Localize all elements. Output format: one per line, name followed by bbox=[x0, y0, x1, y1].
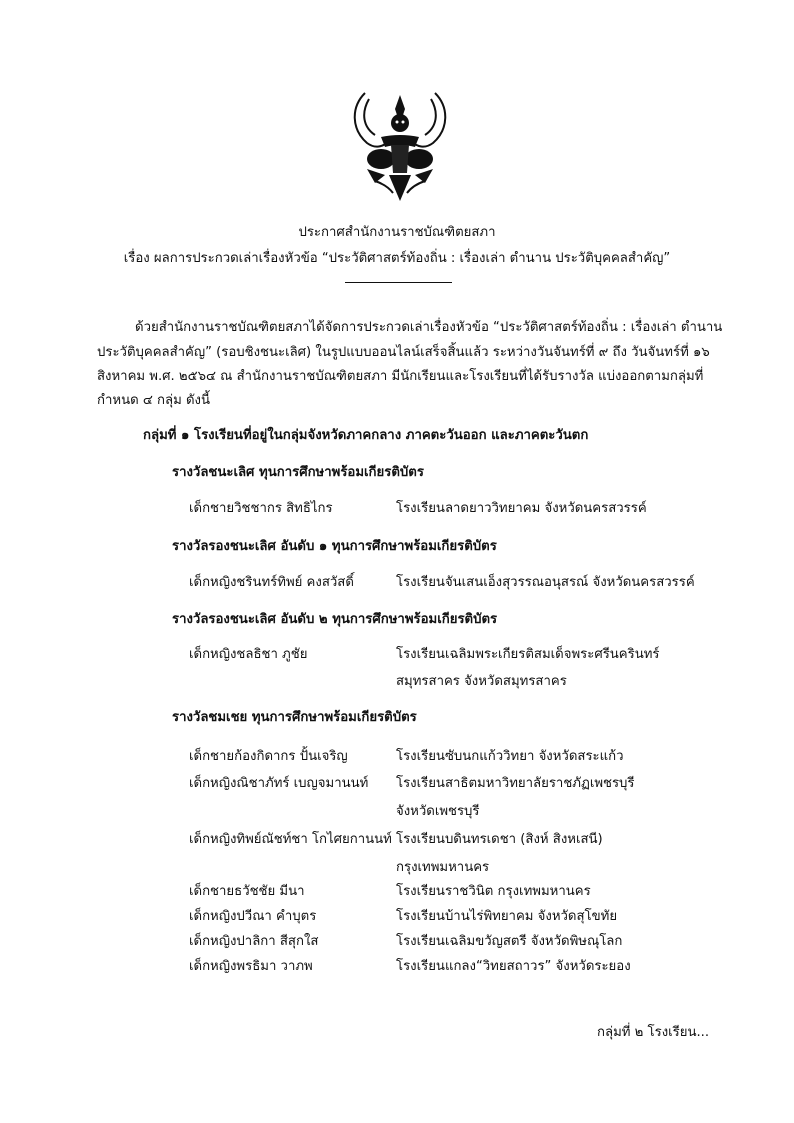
winner-school: โรงเรียนแกลง“วิทยสถาวร” จังหวัดระยอง bbox=[396, 959, 631, 974]
winner-school: โรงเรียนซับนกแก้ววิทยา จังหวัดสระแก้ว bbox=[396, 749, 624, 764]
winner-school-cont: สมุทรสาคร จังหวัดสมุทรสาคร bbox=[396, 674, 567, 689]
winner-name: เด็กชายธวัชชัย มีนา bbox=[189, 884, 305, 899]
announcement-title: ประกาศสำนักงานราชบัณฑิตยสภา bbox=[298, 225, 496, 240]
intro-line-1: ด้วยสำนักงานราชบัณฑิตยสภาได้จัดการประกวดเล่าเรื่องหัวข้อ “ประวัติศาสตร์ท้องถิ่น : เรื่องเล่า ตำนาน bbox=[135, 320, 723, 335]
winner-school: โรงเรียนเฉลิมพระเกียรติสมเด็จพระศรีนครินทร์ bbox=[396, 647, 660, 662]
award-honorable-mention-heading: รางวัลชมเชย ทุนการศึกษาพร้อมเกียรติบัตร bbox=[172, 710, 417, 725]
continuation-note: กลุ่มที่ ๒ โรงเรียน... bbox=[597, 1025, 710, 1040]
winner-name: เด็กหญิงชรินทร์ทิพย์ คงสวัสดิ์ bbox=[189, 575, 354, 590]
winner-school-cont: กรุงเทพมหานคร bbox=[396, 860, 490, 875]
winner-school: โรงเรียนจันเสนเอ็งสุวรรณอนุสรณ์ จังหวัดนครสวรรค์ bbox=[396, 575, 695, 590]
winner-school-cont: จังหวัดเพชรบุรี bbox=[396, 804, 480, 819]
winner-name: เด็กหญิงชลธิชา ภูชัย bbox=[189, 647, 308, 662]
winner-school: โรงเรียนราชวินิต กรุงเทพมหานคร bbox=[396, 884, 591, 899]
intro-line-4: กำหนด ๔ กลุ่ม ดังนี้ bbox=[97, 393, 210, 408]
winner-school: โรงเรียนบดินทรเดชา (สิงห์ สิงหเสนี) bbox=[396, 832, 603, 847]
winner-school: โรงเรียนบ้านไร่พิทยาคม จังหวัดสุโขทัย bbox=[396, 909, 618, 924]
title-divider bbox=[345, 282, 452, 283]
winner-school: โรงเรียนเฉลิมขวัญสตรี จังหวัดพิษณุโลก bbox=[396, 934, 623, 949]
garuda-emblem-icon bbox=[345, 85, 455, 203]
winner-school: โรงเรียนสาธิตมหาวิทยาลัยราชภัฏเพชรบุรี bbox=[396, 776, 635, 791]
winner-name: เด็กหญิงปาลิกา สีสุกใส bbox=[189, 934, 319, 949]
winner-name: เด็กชายก้องกิดากร ปั้นเจริญ bbox=[189, 749, 348, 764]
award-runner-up-1-heading: รางวัลรองชนะเลิศ อันดับ ๑ ทุนการศึกษาพร้อมเกียรติบัตร bbox=[172, 539, 497, 554]
group-1-heading: กลุ่มที่ ๑ โรงเรียนที่อยู่ในกลุ่มจังหวัดภาคกลาง ภาคตะวันออก และภาคตะวันตก bbox=[143, 428, 589, 443]
winner-name: เด็กหญิงปวีณา คำบุตร bbox=[189, 909, 317, 924]
winner-school: โรงเรียนลาดยาววิทยาคม จังหวัดนครสวรรค์ bbox=[396, 501, 647, 516]
announcement-subject: เรื่อง ผลการประกวดเล่าเรื่องหัวข้อ “ประวัติศาสตร์ท้องถิ่น : เรื่องเล่า ตำนาน ประวัติบุคคลสำคัญ” bbox=[123, 251, 671, 266]
winner-name: เด็กหญิงทิพย์ณัชท์ชา โกไศยกานนท์ bbox=[189, 832, 392, 847]
award-winner-heading: รางวัลชนะเลิศ ทุนการศึกษาพร้อมเกียรติบัตร bbox=[172, 465, 424, 480]
intro-line-3: สิงหาคม พ.ศ. ๒๕๖๔ ณ สำนักงานราชบัณฑิตยสภา มีนักเรียนและโรงเรียนที่ได้รับรางวัล แบ่งออกตามกลุ่มที่ bbox=[97, 369, 704, 384]
winner-name: เด็กหญิงณิชาภัทร์ เบญจมานนท์ bbox=[189, 776, 369, 791]
winner-name: เด็กหญิงพรธิมา วาภพ bbox=[189, 959, 313, 974]
winner-name: เด็กชายวิชชากร สิทธิไกร bbox=[189, 501, 333, 516]
intro-line-2: ประวัติบุคคลสำคัญ” (รอบชิงชนะเลิศ) ในรูปแบบออนไลน์เสร็จสิ้นแล้ว ระหว่างวันจันทร์ที่ ๙ ถึง วันจันทร์ที่ ๑๖ bbox=[97, 345, 710, 360]
award-runner-up-2-heading: รางวัลรองชนะเลิศ อันดับ ๒ ทุนการศึกษาพร้อมเกียรติบัตร bbox=[172, 612, 498, 627]
